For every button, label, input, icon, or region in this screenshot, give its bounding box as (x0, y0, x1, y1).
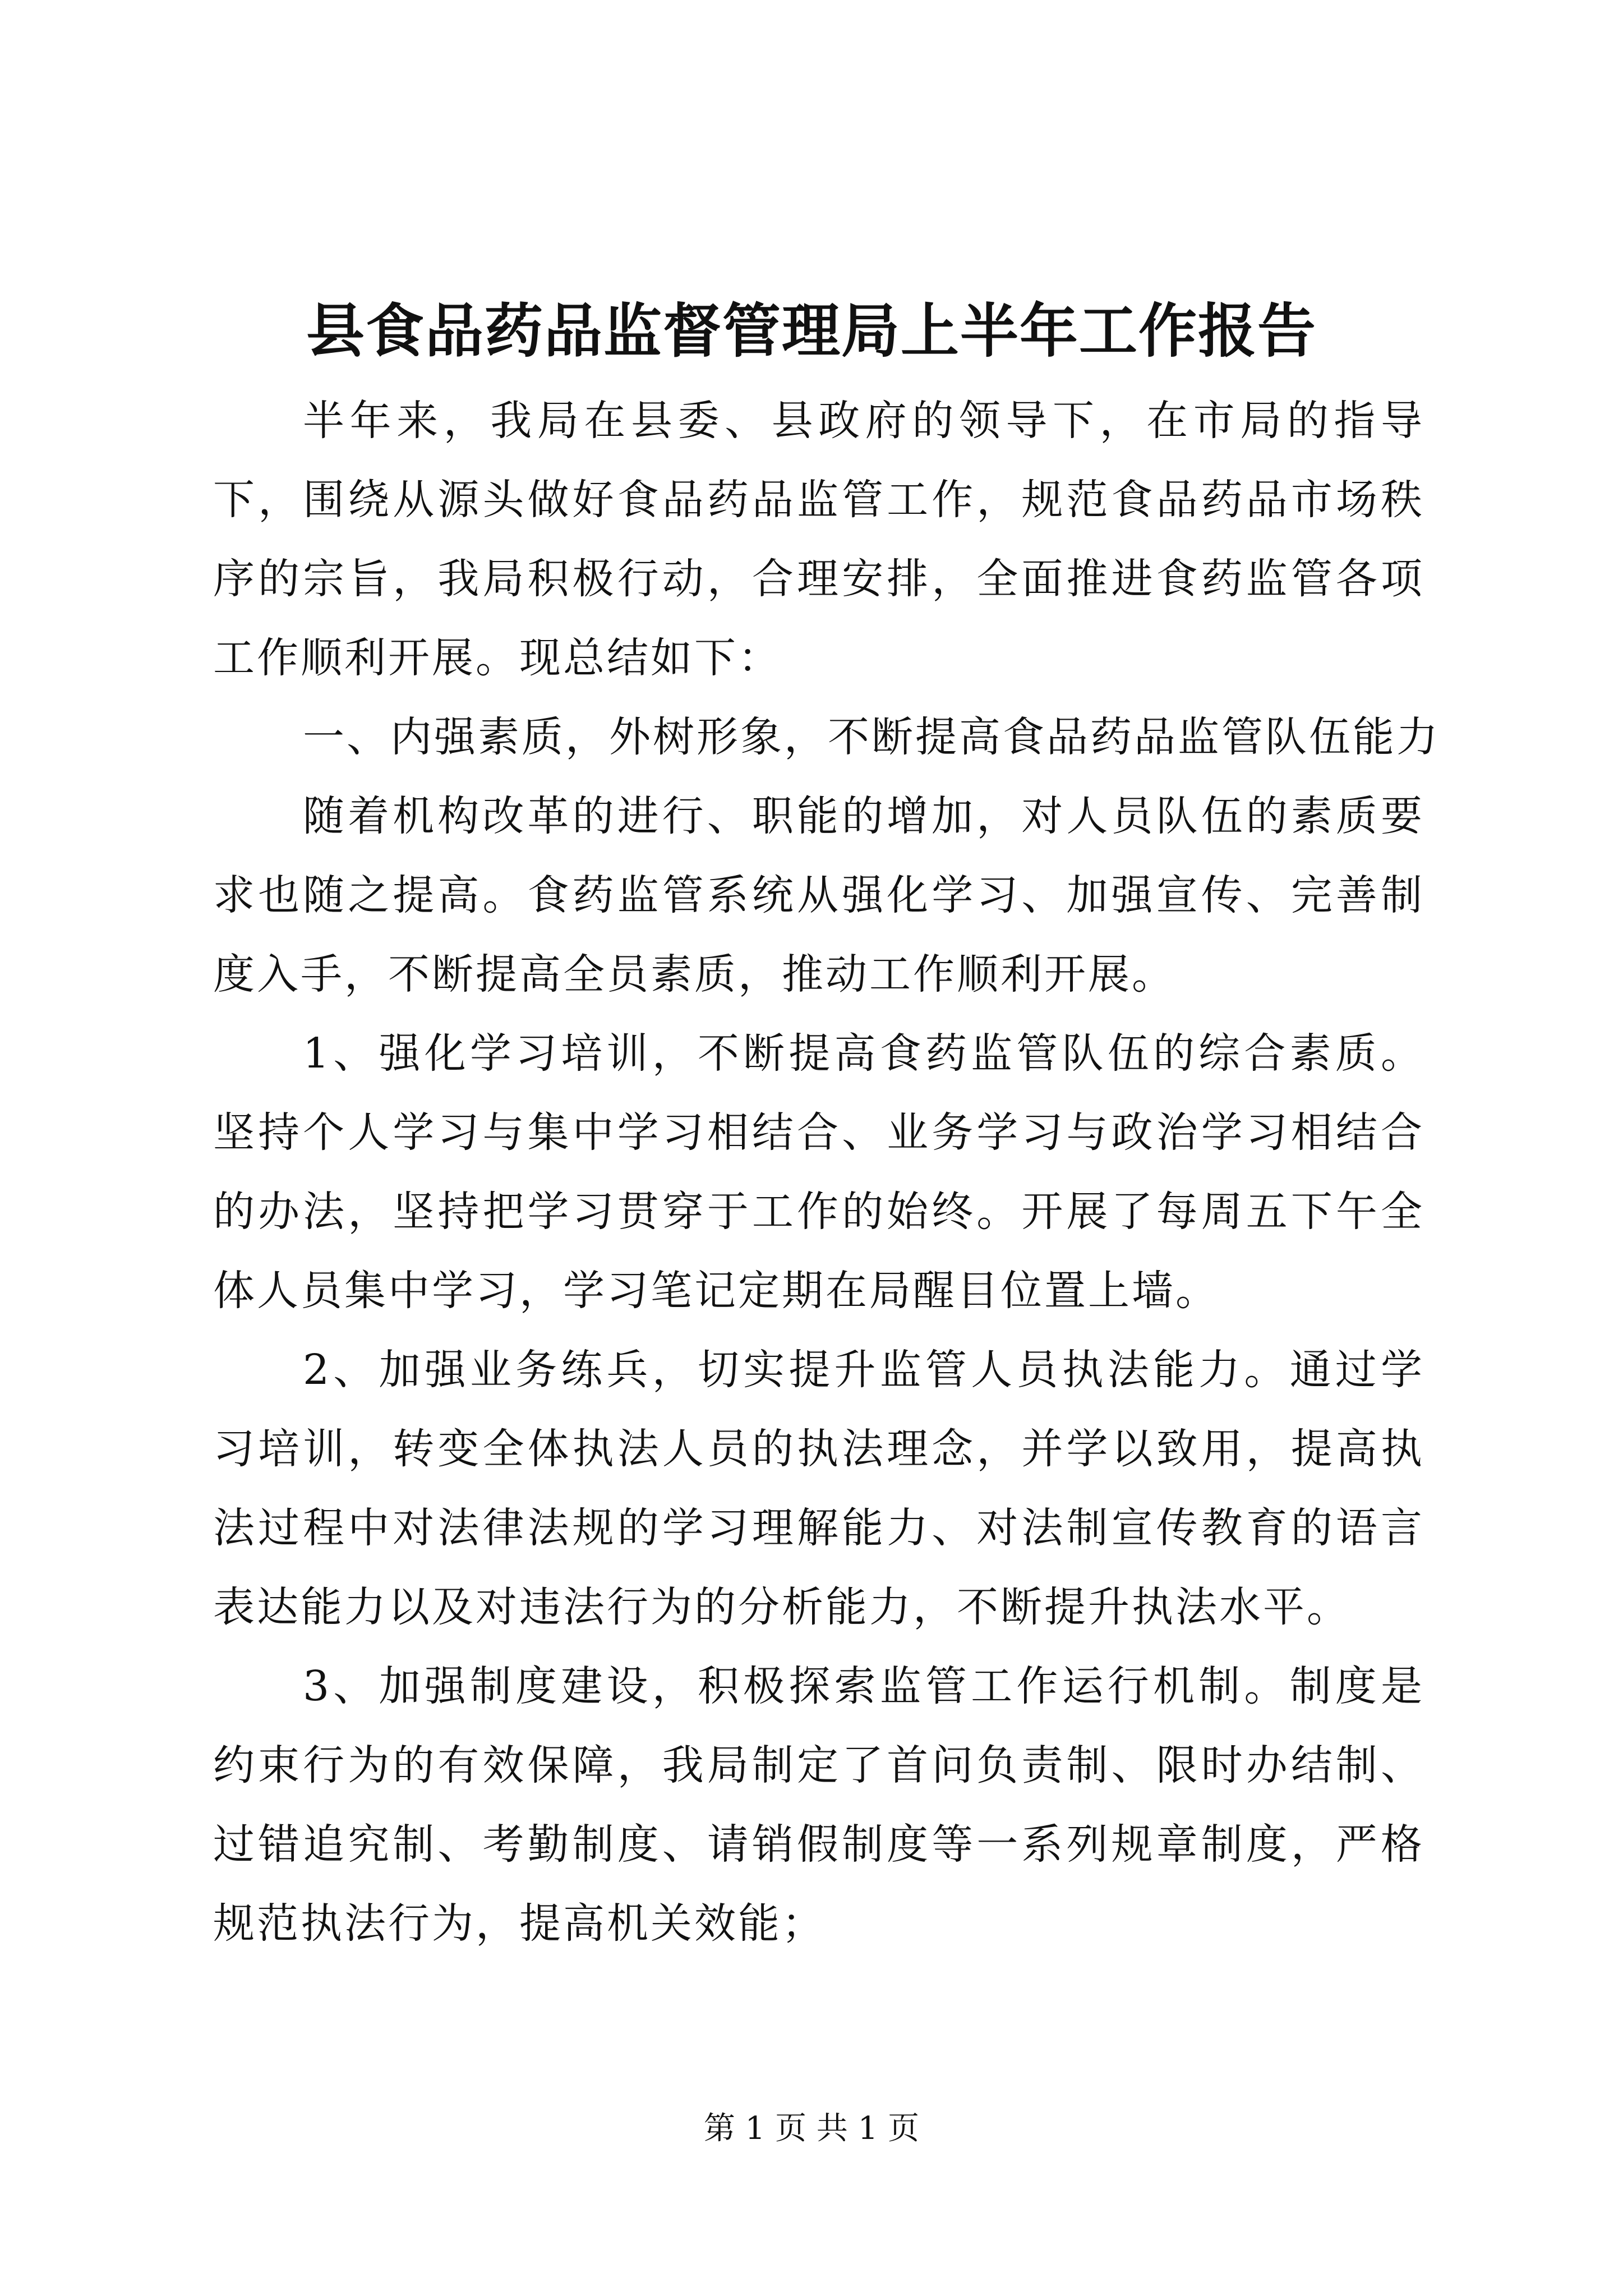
item-2-paragraph: 2、加强业务练兵，切实提升监管人员执法能力。通过学习培训，转变全体执法人员的执法理念，并学以致用，提高执法过程中对法律法规的学习理解能力、对法制宣传教育的语言表达能力以及对违法行为的分析能力，不断提升执法水平。 (213, 1346, 1424, 1631)
document-body (213, 381, 1440, 1963)
page-number-footer: 第 1 页 共 1 页 (703, 2110, 920, 2147)
document-title: 县食品药品监督管理局上半年工作报告 (306, 296, 1317, 365)
section-heading-1: 一、内强素质，外树形象，不断提高食品药品监管队伍能力 (303, 713, 1440, 761)
intro-paragraph: 半年来，我局在县委、县政府的领导下，在市局的指导下，围绕从源头做好食品药品监管工作，规范食品药品市场秩序的宗旨，我局积极行动，合理安排，全面推进食药监管各项工作顺利开展。现总结如下： (213, 397, 1424, 682)
item-1-paragraph: 1、强化学习培训，不断提高食药监管队伍的综合素质。坚持个人学习与集中学习相结合、业务学习与政治学习相结合的办法，坚持把学习贯穿于工作的始终。开展了每周五下午全体人员集中学习，学习笔记定期在局醒目位置上墙。 (213, 1029, 1424, 1315)
item-3-paragraph: 3、加强制度建设，积极探索监管工作运行机制。制度是约束行为的有效保障，我局制定了首问负责制、限时办结制、过错追究制、考勤制度、请销假制度等一系列规章制度，严格规范执法行为，提高机关效能； (213, 1662, 1424, 1948)
section-1-paragraph: 随着机构改革的进行、职能的增加，对人员队伍的素质要求也随之提高。食药监管系统从强化学习、加强宣传、完善制度入手，不断提高全员素质，推动工作顺利开展。 (213, 792, 1424, 999)
